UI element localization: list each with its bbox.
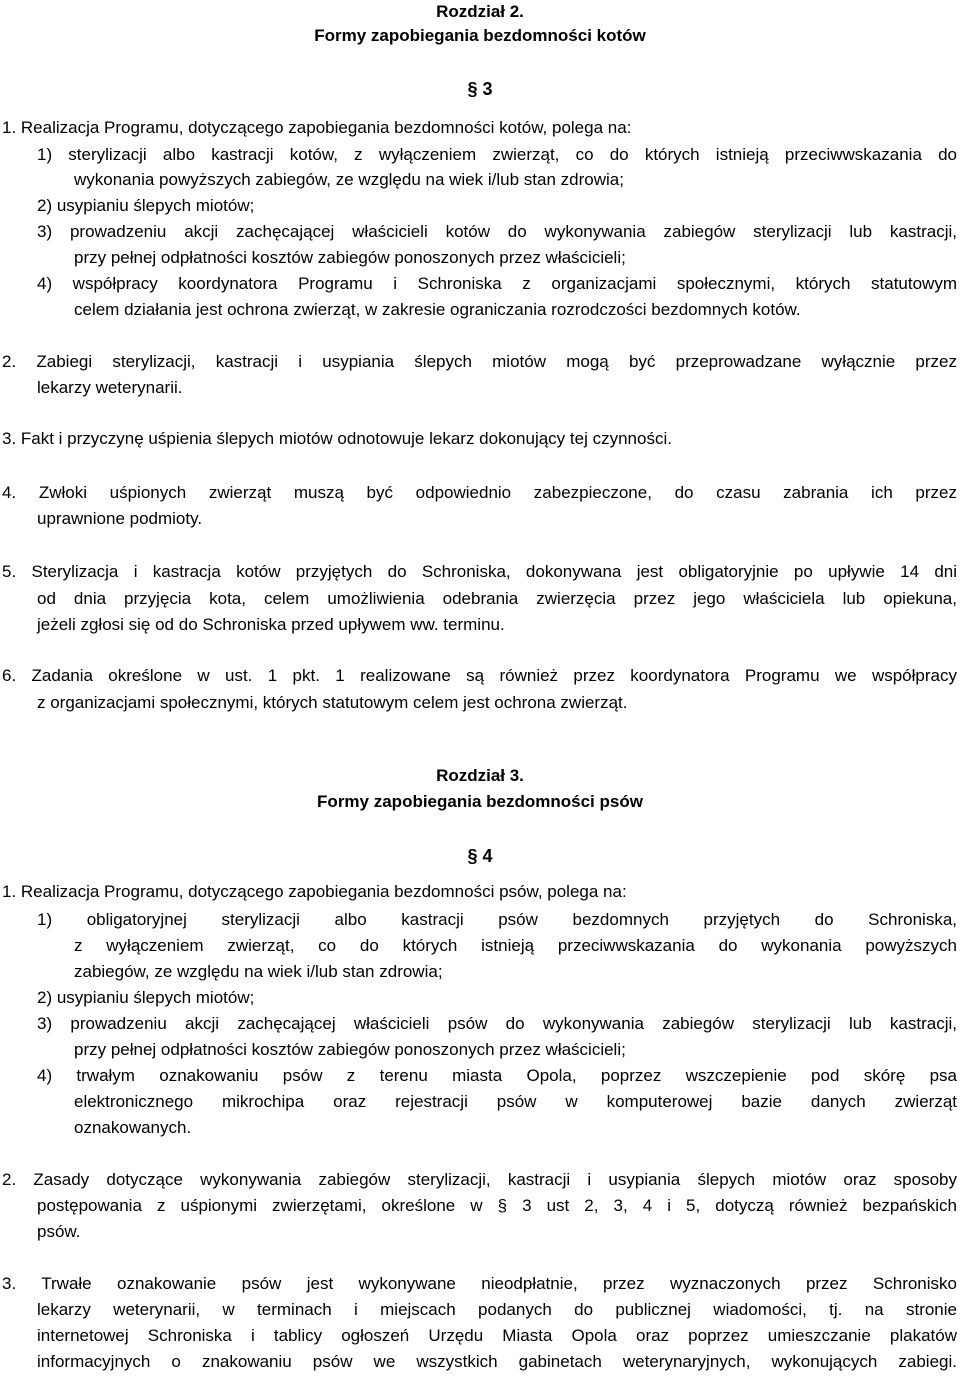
paragraph-line: 4) współpracy koordynatora Programu i Schroniska z organizacjami społecznymi, których statutowym [37,274,957,293]
section-4-heading: § 4 [467,846,493,866]
paragraph-line: przy pełnej odpłatności kosztów zabiegów ponoszonych przez właścicieli; [74,248,626,267]
paragraph-line: 3. Fakt i przyczynę uśpienia ślepych miotów odnotowuje lekarz dokonujący tej czynności. [2,429,672,448]
paragraph-line: 6. Zadania określone w ust. 1 pkt. 1 realizowane są również przez koordynatora Programu we współpracy [2,666,957,685]
paragraph-line: z organizacjami społecznymi, których statutowym celem jest ochrona zwierząt. [37,693,628,712]
paragraph-line: wykonania powyższych zabiegów, ze względu na wiek i/lub stan zdrowia; [74,170,624,189]
paragraph-line: postępowania z uśpionymi zwierzętami, określone w § 3 ust 2, 3, 4 i 5, dotyczą również bezpańskich [37,1196,957,1215]
paragraph-line: 2. Zasady dotyczące wykonywania zabiegów sterylizacji, kastracji i usypiania ślepych miotów oraz sposoby [2,1170,957,1189]
chapter-3-heading: Rozdział 3. [436,766,524,785]
paragraph-line: uprawnione podmioty. [37,509,203,528]
paragraph-line: 1. Realizacja Programu, dotyczącego zapobiegania bezdomności psów, polega na: [2,882,627,901]
section-3-heading: § 3 [467,79,493,99]
paragraph-line: psów. [37,1222,81,1241]
paragraph-line: 1) sterylizacji albo kastracji kotów, z wyłączeniem zwierząt, co do których istnieją przeciwwskazania do [37,145,957,164]
paragraph-line: lekarzy weterynarii, w terminach i miejscach podanych do publicznej wiadomości, tj. na stronie [37,1300,957,1319]
paragraph-line: 2. Zabiegi sterylizacji, kastracji i usypiania ślepych miotów mogą być przeprowadzane wyłącznie przez [2,352,957,371]
chapter-2-heading: Rozdział 2. [436,2,524,21]
paragraph-line: lekarzy weterynarii. [37,378,183,397]
chapter-2-title: Formy zapobiegania bezdomności kotów [314,26,646,45]
paragraph-line: jeżeli zgłosi się od do Schroniska przed upływem ww. terminu. [37,615,505,634]
paragraph-line: 1) obligatoryjnej sterylizacji albo kastracji psów bezdomnych przyjętych do Schroniska, [37,910,957,929]
paragraph-line: od dnia przyjęcia kota, celem umożliwienia odebrania zwierzęcia przez jego właściciela lub opiekuna, [37,589,957,608]
paragraph-line: 4. Zwłoki uśpionych zwierząt muszą być odpowiednio zabezpieczone, do czasu zabrania ich przez [2,483,957,502]
chapter-3-title: Formy zapobiegania bezdomności psów [317,792,643,811]
paragraph-line: internetowej Schroniska i tablicy ogłoszeń Urzędu Miasta Opola oraz poprzez umieszczanie plakatów [37,1326,957,1345]
paragraph-line: 5. Sterylizacja i kastracja kotów przyjętych do Schroniska, dokonywana jest obligatoryjnie po upływie 14 dni [2,562,957,581]
paragraph-line: celem działania jest ochrona zwierząt, w zakresie ograniczania rozrodczości bezdomnych kotów. [74,300,801,319]
paragraph-line: 1. Realizacja Programu, dotyczącego zapobiegania bezdomności kotów, polega na: [2,118,632,137]
paragraph-line: informacyjnych o znakowaniu psów we wszystkich gabinetach weterynaryjnych, wykonujących zabiegi. [37,1352,957,1371]
paragraph-line: 4) trwałym oznakowaniu psów z terenu miasta Opola, poprzez wszczepienie pod skórę psa [37,1066,957,1085]
paragraph-line: 3) prowadzeniu akcji zachęcającej właścicieli psów do wykonywania zabiegów sterylizacji lub kastracji, [37,1014,957,1033]
paragraph-line: 3) prowadzeniu akcji zachęcającej właścicieli kotów do wykonywania zabiegów sterylizacji lub kastracji, [37,222,957,241]
paragraph-line: zabiegów, ze względu na wiek i/lub stan zdrowia; [74,962,443,981]
paragraph-line: 3. Trwałe oznakowanie psów jest wykonywane nieodpłatnie, przez wyznaczonych przez Schronisko [2,1274,957,1293]
paragraph-line: 2) usypianiu ślepych miotów; [37,196,255,215]
paragraph-line: 2) usypianiu ślepych miotów; [37,988,255,1007]
paragraph-line: elektronicznego mikrochipa oraz rejestracji psów w komputerowej bazie danych zwierząt [74,1092,957,1111]
paragraph-line: przy pełnej odpłatności kosztów zabiegów ponoszonych przez właścicieli; [74,1040,626,1059]
paragraph-line: oznakowanych. [74,1118,192,1137]
paragraph-line: z wyłączeniem zwierząt, co do których istnieją przeciwwskazania do wykonania powyższych [74,936,957,955]
